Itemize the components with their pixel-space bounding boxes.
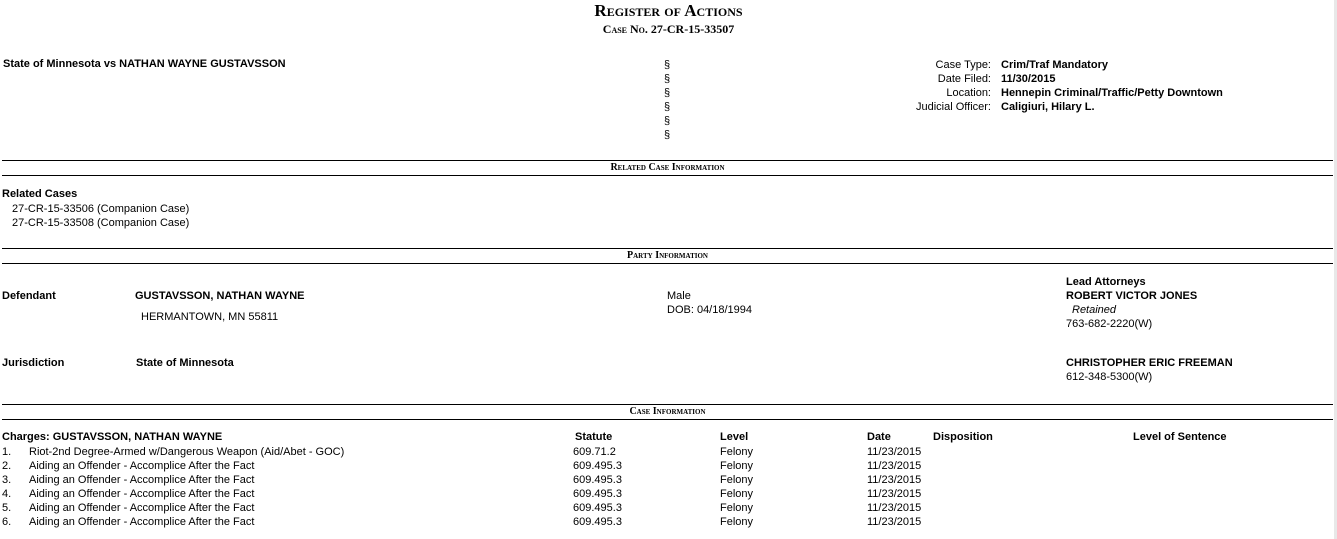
case-info-section-header: Case Information: [2, 404, 1333, 420]
defendant-dob: DOB: 04/18/1994: [667, 304, 753, 316]
lead-attorneys-label: Lead Attorneys: [1066, 276, 1146, 288]
section-symbol: §: [664, 129, 671, 141]
section-symbol: §: [664, 115, 671, 127]
charges-header: Charges: GUSTAVSSON, NATHAN WAYNE: [2, 431, 223, 443]
charge-number: 6.: [2, 516, 12, 528]
case-meta-row: [880, 100, 1223, 114]
charge-row: [0, 459, 1330, 473]
charge-number: 2.: [2, 460, 12, 472]
charge-number: 3.: [2, 474, 12, 486]
level-of-sentence-header: Level of Sentence: [1133, 431, 1227, 443]
section-symbol: §: [664, 101, 671, 113]
charge-level: Felony: [720, 474, 754, 486]
charges-table: [0, 445, 1330, 529]
case-style: State of Minnesota vs NATHAN WAYNE GUSTAVSSON: [3, 58, 286, 70]
case-meta: [880, 58, 1223, 114]
charge-description: Aiding an Offender - Accomplice After the Fact: [29, 474, 255, 486]
related-cases-list: [12, 202, 189, 230]
case-meta-row: [880, 72, 1223, 86]
charge-description: Riot-2nd Degree-Armed w/Dangerous Weapon (Aid/Abet - GOC): [29, 446, 345, 458]
charge-statute: 609.495.3: [573, 488, 622, 500]
judicial-officer-label: Judicial Officer:: [916, 101, 991, 113]
related-cases-heading: Related Cases: [2, 188, 78, 200]
defendant-name: GUSTAVSSON, NATHAN WAYNE: [135, 290, 305, 302]
defense-attorney-status: Retained: [1072, 304, 1117, 316]
related-case-link[interactable]: 27-CR-15-33508 (Companion Case): [12, 217, 190, 229]
charge-description: Aiding an Offender - Accomplice After the Fact: [29, 460, 255, 472]
case-meta-row: [880, 58, 1223, 72]
charge-number: 1.: [2, 446, 12, 458]
charge-level: Felony: [720, 446, 754, 458]
defense-attorney-name: ROBERT VICTOR JONES: [1066, 290, 1198, 302]
prosecutor-name: CHRISTOPHER ERIC FREEMAN: [1066, 357, 1233, 369]
date-header: Date: [867, 431, 891, 443]
charge-statute: 609.495.3: [573, 474, 622, 486]
charge-level: Felony: [720, 502, 754, 514]
location-value: Hennepin Criminal/Traffic/Petty Downtown: [1001, 87, 1223, 99]
defense-attorney-phone: 763-682-2220(W): [1066, 318, 1153, 330]
charge-row: [0, 515, 1330, 529]
section-symbol: §: [664, 87, 671, 99]
charge-level: Felony: [720, 488, 754, 500]
judicial-officer-value: Caligiuri, Hilary L.: [1001, 101, 1095, 113]
charge-date: 11/23/2015: [867, 474, 922, 486]
charge-row: [0, 501, 1330, 515]
charge-number: 5.: [2, 502, 12, 514]
section-symbol: §: [664, 59, 671, 71]
location-label: Location:: [946, 87, 991, 99]
jurisdiction-name: State of Minnesota: [136, 357, 234, 369]
case-number: Case No. 27-CR-15-33507: [602, 22, 735, 36]
jurisdiction-role: Jurisdiction: [2, 357, 65, 369]
defendant-address: HERMANTOWN, MN 55811: [141, 311, 279, 323]
case-type-value: Crim/Traf Mandatory: [1001, 59, 1108, 71]
section-symbols: [664, 58, 670, 142]
party-section-header: Party Information: [2, 248, 1333, 264]
charge-row: [0, 445, 1330, 459]
charge-statute: 609.71.2: [573, 446, 616, 458]
charge-statute: 609.495.3: [573, 502, 622, 514]
disposition-header: Disposition: [933, 431, 993, 443]
charge-description: Aiding an Offender - Accomplice After the Fact: [29, 516, 255, 528]
charge-level: Felony: [720, 460, 754, 472]
charge-number: 4.: [2, 488, 12, 500]
statute-header: Statute: [575, 431, 613, 443]
charge-date: 11/23/2015: [867, 488, 922, 500]
defendant-gender: Male: [667, 290, 691, 302]
level-header: Level: [720, 431, 749, 443]
charge-row: [0, 473, 1330, 487]
charge-date: 11/23/2015: [867, 502, 922, 514]
section-symbol: §: [664, 73, 671, 85]
defendant-role: Defendant: [2, 290, 56, 302]
charge-description: Aiding an Offender - Accomplice After the Fact: [29, 488, 255, 500]
charge-description: Aiding an Offender - Accomplice After the Fact: [29, 502, 255, 514]
date-filed-value: 11/30/2015: [1001, 73, 1056, 85]
case-type-label: Case Type:: [935, 59, 991, 71]
prosecutor-phone: 612-348-5300(W): [1066, 371, 1153, 383]
charge-date: 11/23/2015: [867, 446, 922, 458]
related-section-header: Related Case Information: [2, 160, 1333, 176]
case-meta-row: [880, 86, 1223, 100]
charge-date: 11/23/2015: [867, 460, 922, 472]
related-case-link[interactable]: 27-CR-15-33506 (Companion Case): [12, 203, 190, 215]
page-title: Register of Actions: [594, 1, 743, 20]
charge-row: [0, 487, 1330, 501]
charge-statute: 609.495.3: [573, 460, 622, 472]
charge-date: 11/23/2015: [867, 516, 922, 528]
charge-level: Felony: [720, 516, 754, 528]
date-filed-label: Date Filed:: [937, 73, 991, 85]
charge-statute: 609.495.3: [573, 516, 622, 528]
